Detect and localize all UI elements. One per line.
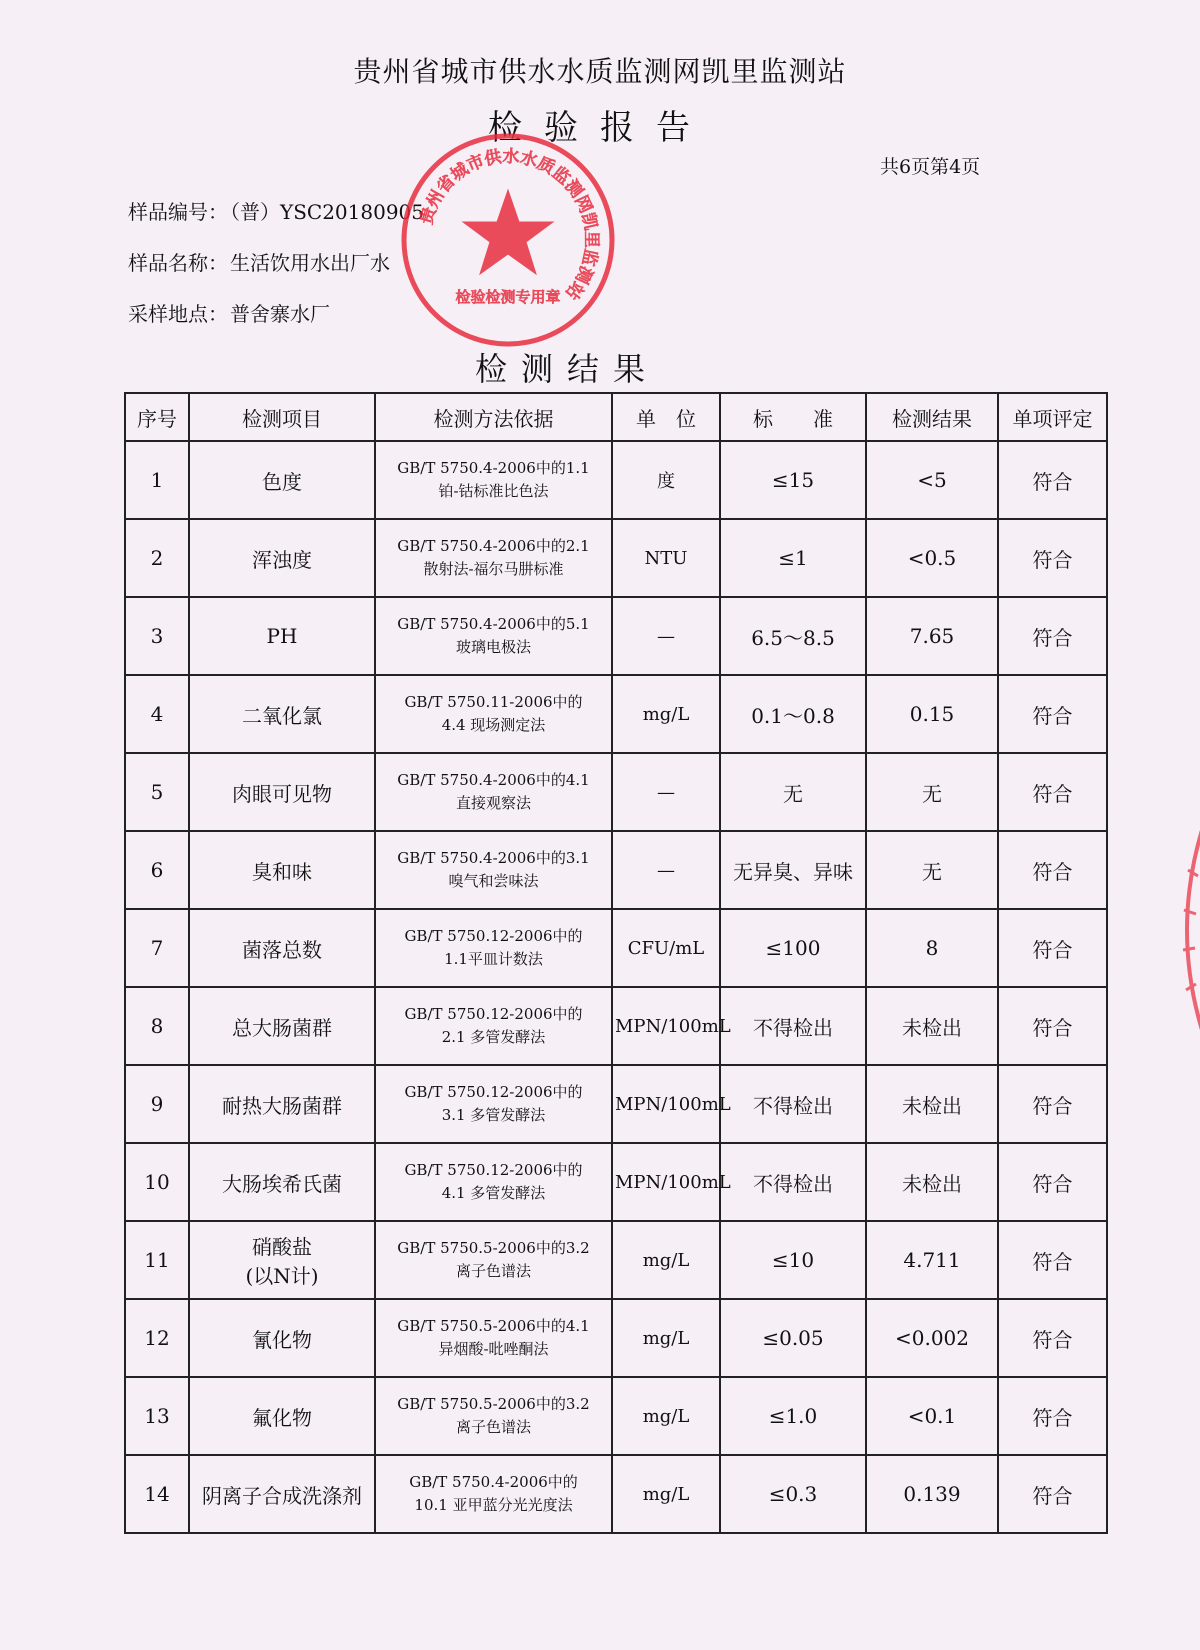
row-result: <0.1 (866, 1377, 998, 1455)
row-item (189, 675, 375, 753)
method-line: GB/T 5750.5-2006中的3.2 (397, 1239, 590, 1257)
table-row (125, 753, 1107, 831)
method-line: 离子色谱法 (455, 1262, 531, 1280)
method-line: 散射法-福尔马肼标准 (423, 560, 564, 578)
row-method (375, 675, 612, 753)
row-method (375, 1299, 612, 1377)
item-line: 大肠埃希氏菌 (222, 1171, 342, 1196)
row-unit: — (612, 753, 720, 831)
item-line: 阴离子合成洗涤剂 (202, 1483, 362, 1508)
method-line: 玻璃电极法 (455, 638, 531, 656)
row-unit: — (612, 831, 720, 909)
row-item (189, 987, 375, 1065)
seal-ring (404, 136, 612, 344)
header-item: 检测项目 (189, 393, 375, 441)
table-row (125, 1221, 1107, 1299)
table-row (125, 909, 1107, 987)
row-item (189, 1221, 375, 1299)
table-body (125, 441, 1107, 1533)
row-unit: — (612, 597, 720, 675)
table-row (125, 1377, 1107, 1455)
method-line: GB/T 5750.11-2006中的 (404, 693, 583, 711)
row-no: 2 (125, 519, 189, 597)
method-line: 10.1 亚甲蓝分光光度法 (414, 1496, 573, 1514)
row-result: 未检出 (866, 1143, 998, 1221)
row-item (189, 753, 375, 831)
row-method (375, 441, 612, 519)
sampling-site-value: 普舍寨水厂 (230, 302, 330, 326)
row-no: 1 (125, 441, 189, 519)
row-standard: ≤10 (720, 1221, 866, 1299)
row-method (375, 1065, 612, 1143)
method-line: GB/T 5750.4-2006中的2.1 (397, 537, 590, 555)
section-title: 检测结果 (474, 350, 659, 388)
header-verdict: 单项评定 (998, 393, 1107, 441)
table-row (125, 441, 1107, 519)
item-line: 二氧化氯 (242, 703, 322, 728)
row-verdict: 符合 (998, 1221, 1107, 1299)
row-standard: ≤1 (720, 519, 866, 597)
item-line: PH (266, 624, 298, 648)
item-line: 总大肠菌群 (232, 1015, 332, 1040)
item-line: 硝酸盐 (252, 1235, 312, 1259)
method-line: GB/T 5750.4-2006中的1.1 (397, 459, 590, 477)
row-method (375, 909, 612, 987)
method-line: 铂-钴标准比色法 (438, 482, 549, 500)
method-line: 3.1 多管发酵法 (441, 1106, 546, 1124)
row-result: <0.002 (866, 1299, 998, 1377)
seal-star-icon (463, 190, 553, 274)
seal-ring-text: 贵州省城市供水水质监测网凯里监测站 (416, 146, 602, 303)
row-no: 14 (125, 1455, 189, 1533)
row-item (189, 831, 375, 909)
row-no: 13 (125, 1377, 189, 1455)
row-verdict: 符合 (998, 1377, 1107, 1455)
table-row (125, 831, 1107, 909)
row-result: 未检出 (866, 1065, 998, 1143)
table-row (125, 519, 1107, 597)
item-line: 肉眼可见物 (232, 781, 332, 806)
row-result: <0.5 (866, 519, 998, 597)
method-line: 4.4 现场测定法 (441, 716, 546, 734)
row-method (375, 1221, 612, 1299)
header-standard: 标 准 (720, 393, 866, 441)
row-result: 0.139 (866, 1455, 998, 1533)
table-row (125, 1455, 1107, 1533)
row-method (375, 1377, 612, 1455)
method-line: GB/T 5750.4-2006中的4.1 (397, 771, 590, 789)
table-row (125, 597, 1107, 675)
method-line: 离子色谱法 (455, 1418, 531, 1436)
row-no: 4 (125, 675, 189, 753)
row-standard: 0.1～0.8 (720, 675, 866, 753)
table-row (125, 675, 1107, 753)
row-verdict: 符合 (998, 909, 1107, 987)
row-unit: MPN/100mL (612, 987, 720, 1065)
row-result: 未检出 (866, 987, 998, 1065)
row-item (189, 1065, 375, 1143)
method-line: 异烟酸-吡唑酮法 (438, 1340, 549, 1358)
item-line: 耐热大肠菌群 (222, 1093, 342, 1118)
item-line: 氟化物 (252, 1405, 312, 1430)
row-result: 4.711 (866, 1221, 998, 1299)
row-standard: 6.5～8.5 (720, 597, 866, 675)
row-method (375, 597, 612, 675)
report-title: 检验报告 (488, 108, 712, 148)
row-no: 8 (125, 987, 189, 1065)
method-line: GB/T 5750.12-2006中的 (404, 1161, 583, 1179)
row-standard: 无异臭、异味 (720, 831, 866, 909)
row-standard: 无 (720, 753, 866, 831)
row-item (189, 1455, 375, 1533)
row-verdict: 符合 (998, 675, 1107, 753)
method-line: 直接观察法 (455, 794, 531, 812)
row-standard: 不得检出 (720, 1143, 866, 1221)
row-verdict: 符合 (998, 1299, 1107, 1377)
row-method (375, 519, 612, 597)
row-standard: ≤100 (720, 909, 866, 987)
row-unit: mg/L (612, 1299, 720, 1377)
item-line: 菌落总数 (242, 937, 322, 962)
item-line: 浑浊度 (252, 547, 312, 572)
row-unit: MPN/100mL (612, 1143, 720, 1221)
row-verdict: 符合 (998, 1455, 1107, 1533)
row-result: 无 (866, 831, 998, 909)
item-line: 臭和味 (252, 859, 312, 884)
method-line: GB/T 5750.4-2006中的3.1 (397, 849, 590, 867)
row-unit: 度 (612, 441, 720, 519)
item-line: 色度 (262, 469, 302, 494)
sample-name-value: 生活饮用水出厂水 (230, 251, 390, 275)
organization-title: 贵州省城市供水水质监测网凯里监测站 (353, 55, 847, 88)
header-no: 序号 (125, 393, 189, 441)
row-item (189, 1299, 375, 1377)
row-unit: mg/L (612, 1221, 720, 1299)
row-standard: 不得检出 (720, 1065, 866, 1143)
row-no: 9 (125, 1065, 189, 1143)
method-line: GB/T 5750.5-2006中的3.2 (397, 1395, 590, 1413)
method-line: GB/T 5750.5-2006中的4.1 (397, 1317, 590, 1335)
method-line: GB/T 5750.4-2006中的5.1 (397, 615, 590, 633)
row-verdict: 符合 (998, 597, 1107, 675)
row-no: 6 (125, 831, 189, 909)
row-result: <5 (866, 441, 998, 519)
edge-seal-fragment (1168, 830, 1200, 1030)
item-line: (以N计) (245, 1264, 319, 1288)
row-no: 12 (125, 1299, 189, 1377)
row-result: 8 (866, 909, 998, 987)
header-result: 检测结果 (866, 393, 998, 441)
row-verdict: 符合 (998, 1065, 1107, 1143)
row-no: 11 (125, 1221, 189, 1299)
row-method (375, 1143, 612, 1221)
page-indicator: 共6页第4页 (880, 156, 981, 178)
row-item (189, 597, 375, 675)
row-item (189, 441, 375, 519)
method-line: 4.1 多管发酵法 (441, 1184, 546, 1202)
row-verdict: 符合 (998, 831, 1107, 909)
row-item (189, 519, 375, 597)
row-result: 无 (866, 753, 998, 831)
method-line: 2.1 多管发酵法 (441, 1028, 546, 1046)
row-no: 7 (125, 909, 189, 987)
sampling-site-row (128, 298, 330, 327)
row-method (375, 987, 612, 1065)
method-line: GB/T 5750.12-2006中的 (404, 927, 583, 945)
results-table (124, 392, 1108, 1534)
row-unit: mg/L (612, 1377, 720, 1455)
row-unit: CFU/mL (612, 909, 720, 987)
item-line: 氰化物 (252, 1327, 312, 1352)
row-method (375, 753, 612, 831)
row-no: 10 (125, 1143, 189, 1221)
row-result: 7.65 (866, 597, 998, 675)
method-line: 嗅气和尝味法 (448, 872, 539, 890)
row-standard: ≤0.05 (720, 1299, 866, 1377)
sample-number-row (128, 196, 424, 225)
row-unit: mg/L (612, 1455, 720, 1533)
table-header-row (125, 393, 1107, 441)
table-row (125, 1143, 1107, 1221)
sample-name-label: 样品名称： (128, 251, 228, 275)
row-standard: ≤1.0 (720, 1377, 866, 1455)
row-no: 3 (125, 597, 189, 675)
header-method: 检测方法依据 (375, 393, 612, 441)
table-row (125, 1065, 1107, 1143)
method-line: 1.1平皿计数法 (444, 950, 543, 968)
row-method (375, 831, 612, 909)
sample-number-value: （普）YSC20180905 (230, 200, 425, 224)
table-row (125, 1299, 1107, 1377)
row-unit: MPN/100mL (612, 1065, 720, 1143)
table-row (125, 987, 1107, 1065)
row-item (189, 1377, 375, 1455)
row-unit: NTU (612, 519, 720, 597)
header-unit: 单 位 (612, 393, 720, 441)
row-item (189, 1143, 375, 1221)
row-verdict: 符合 (998, 441, 1107, 519)
row-standard: ≤15 (720, 441, 866, 519)
method-line: GB/T 5750.12-2006中的 (404, 1083, 583, 1101)
method-line: GB/T 5750.12-2006中的 (404, 1005, 583, 1023)
row-unit: mg/L (612, 675, 720, 753)
official-seal-stamp (400, 132, 616, 348)
row-verdict: 符合 (998, 987, 1107, 1065)
row-verdict: 符合 (998, 519, 1107, 597)
row-verdict: 符合 (998, 753, 1107, 831)
method-line: GB/T 5750.4-2006中的 (409, 1473, 578, 1491)
row-standard: ≤0.3 (720, 1455, 866, 1533)
seal-inner-text: 检验检测专用章 (455, 288, 561, 306)
row-standard: 不得检出 (720, 987, 866, 1065)
sampling-site-label: 采样地点： (128, 302, 228, 326)
row-result: 0.15 (866, 675, 998, 753)
row-verdict: 符合 (998, 1143, 1107, 1221)
sample-number-label: 样品编号： (128, 200, 228, 224)
row-no: 5 (125, 753, 189, 831)
row-method (375, 1455, 612, 1533)
sample-name-row (128, 247, 390, 276)
row-item (189, 909, 375, 987)
